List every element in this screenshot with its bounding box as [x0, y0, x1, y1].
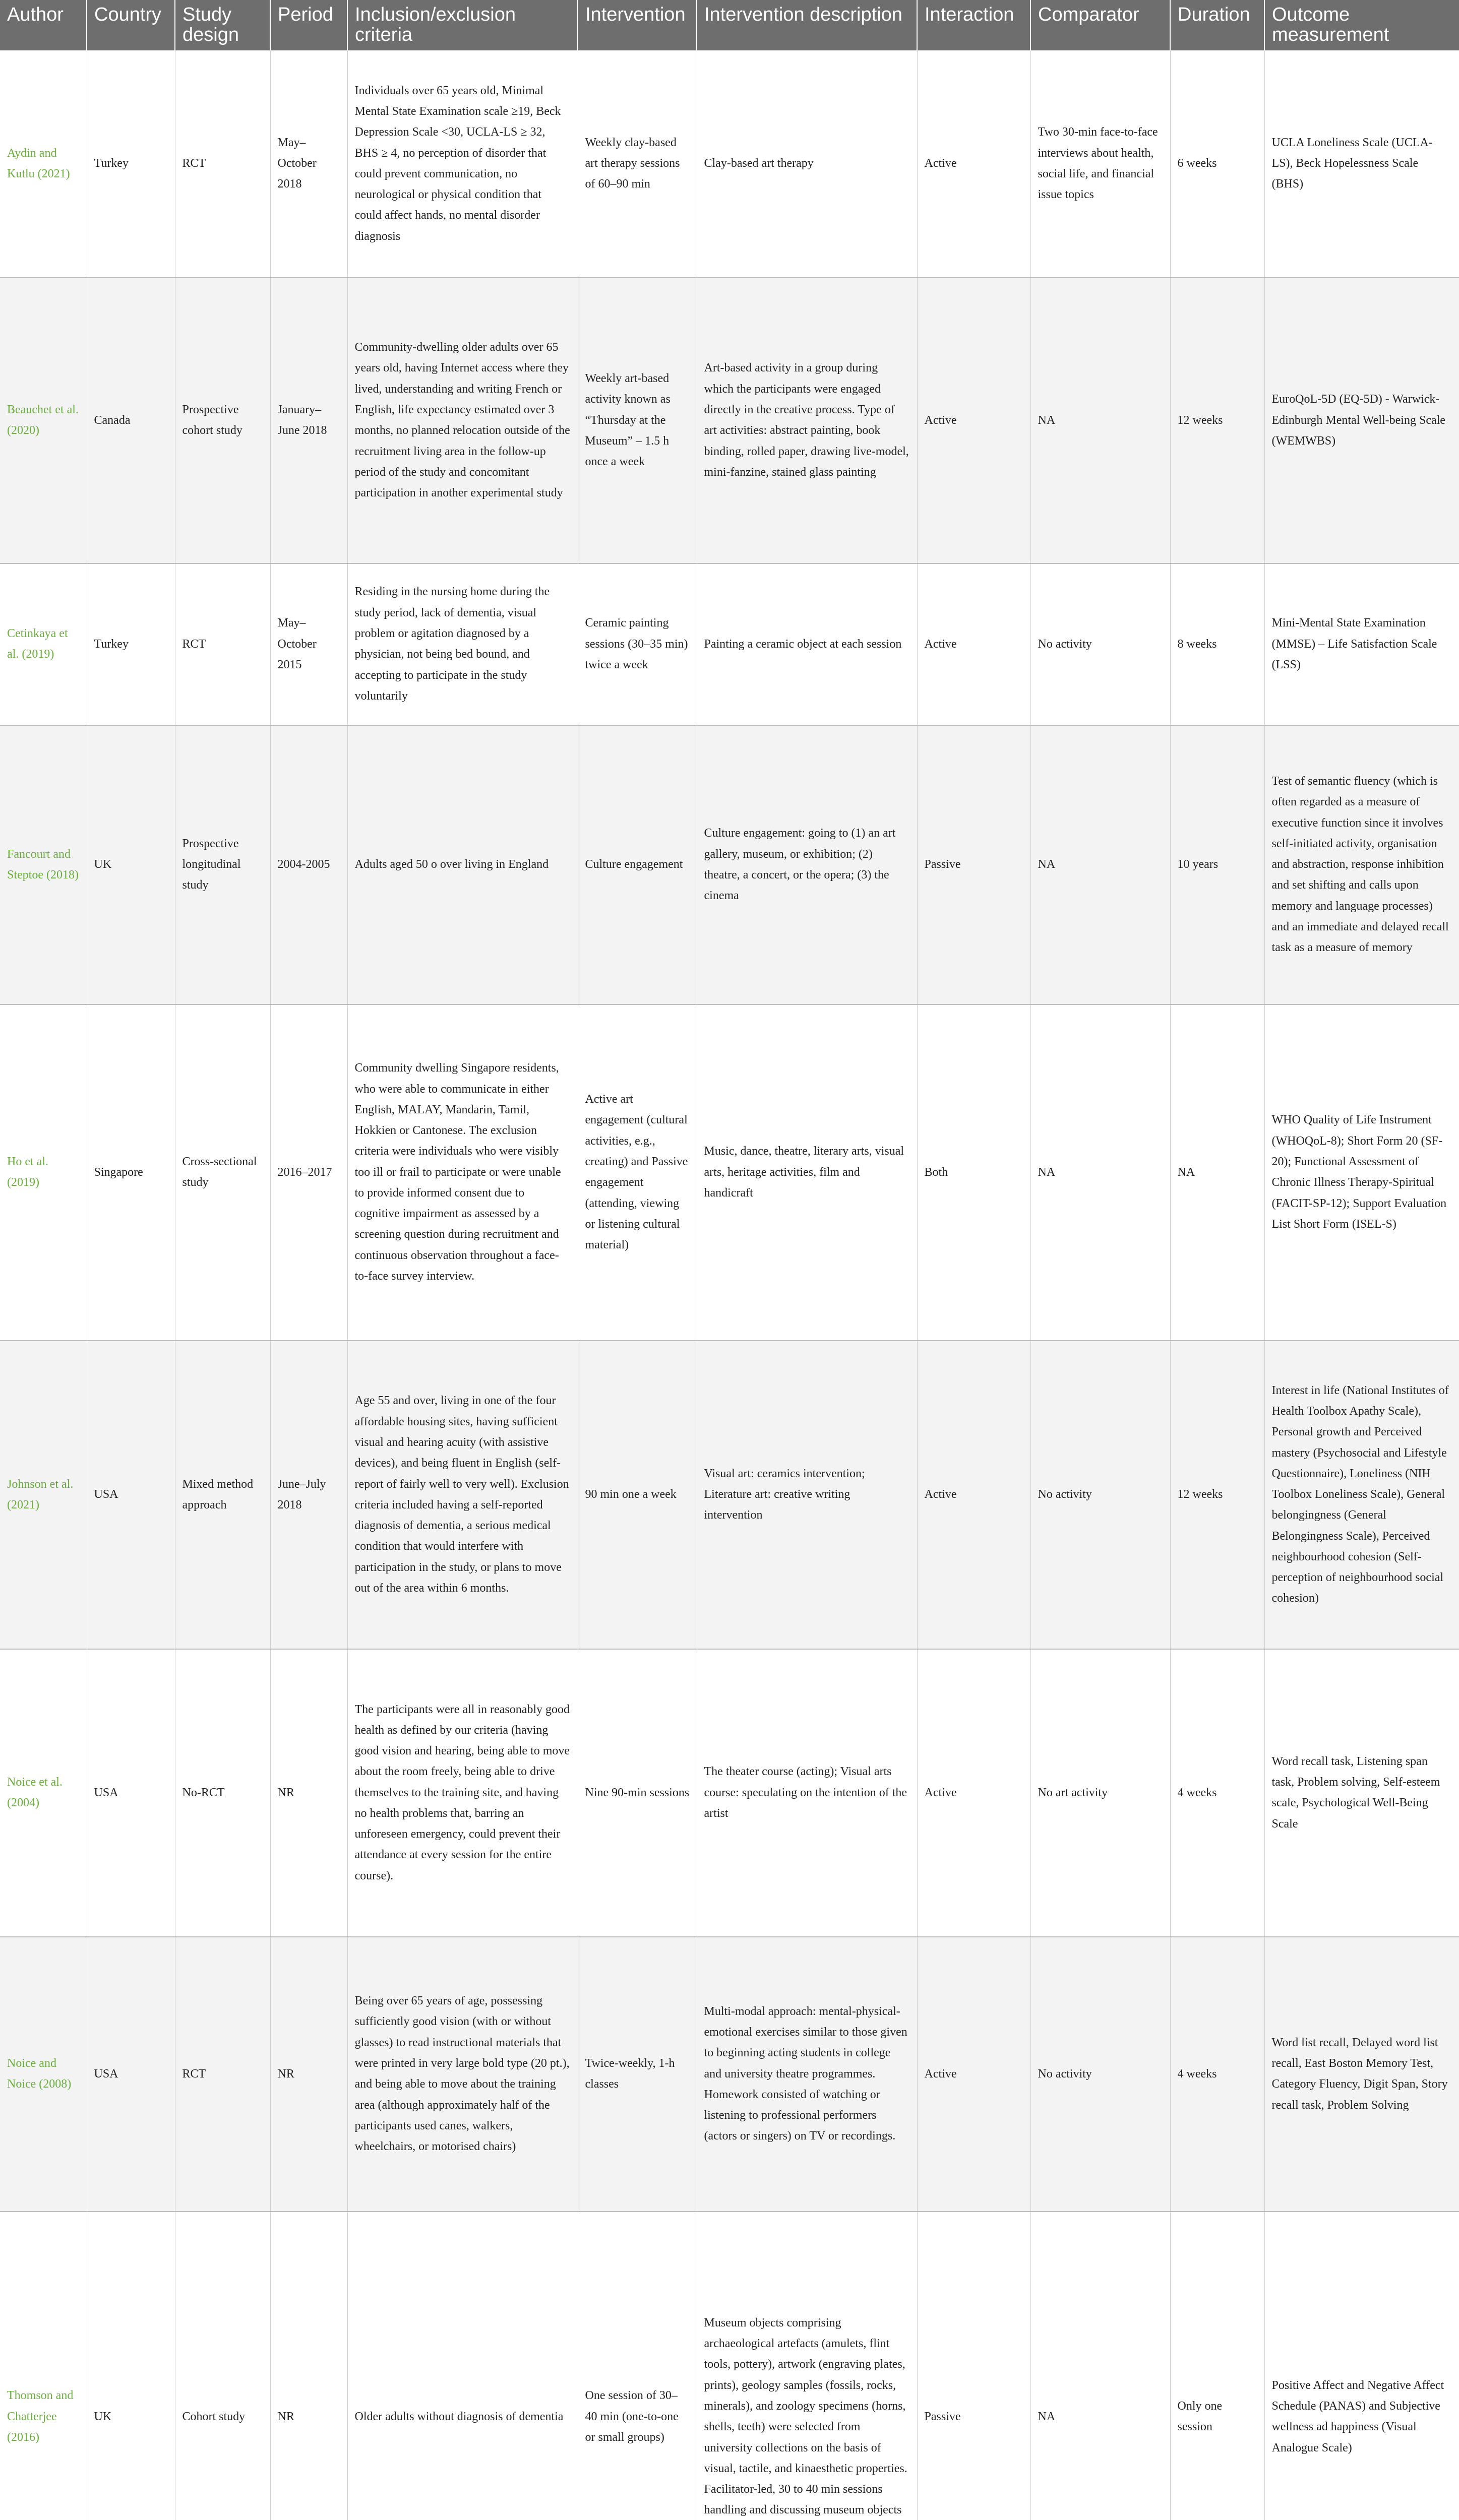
interaction-cell: Active [917, 278, 1030, 563]
study-design-cell: No-RCT [175, 1649, 270, 1937]
country-cell: USA [87, 1937, 175, 2212]
period-cell: May–October 2015 [270, 563, 347, 725]
intervention-cell: Culture engagement [578, 725, 697, 1004]
intervention-cell: 90 min one a week [578, 1341, 697, 1649]
comparator-cell: No activity [1030, 1341, 1170, 1649]
duration-cell: 12 weeks [1170, 1341, 1264, 1649]
period-cell: May–October 2018 [270, 50, 347, 278]
study-design-cell: RCT [175, 563, 270, 725]
author-link[interactable]: Cetinkaya et al. (2019) [0, 563, 87, 725]
table-row [0, 1937, 1459, 2212]
comparator-cell: NA [1030, 1004, 1170, 1341]
comparator-cell: NA [1030, 725, 1170, 1004]
intervention-description-cell: Visual art: ceramics intervention; Literature art: creative writing intervention [697, 1341, 917, 1649]
duration-cell: 4 weeks [1170, 1937, 1264, 2212]
intervention-cell: One session of 30–40 min (one-to-one or small groups) [578, 2212, 697, 2520]
country-cell: Singapore [87, 1004, 175, 1341]
country-cell: UK [87, 725, 175, 1004]
column-header-comparator: Comparator [1030, 0, 1170, 50]
intervention-description-cell: Art-based activity in a group during which the participants were engaged directly in the creative process. Type of art activities: abstract painting, book binding, rolled paper, drawing live-model, mini-fanzine, stained glass painting [697, 278, 917, 563]
column-header-interaction: Interaction [917, 0, 1030, 50]
column-header-criteria: Inclusion/exclusion criteria [347, 0, 578, 50]
intervention-description-cell: Painting a ceramic object at each session [697, 563, 917, 725]
criteria-cell: Residing in the nursing home during the study period, lack of dementia, visual problem or agitation diagnosed by a physician, not being bed bound, and accepting to participate in the study voluntarily [347, 563, 578, 725]
intervention-cell: Twice-weekly, 1-h classes [578, 1937, 697, 2212]
outcome-cell: UCLA Loneliness Scale (UCLA-LS), Beck Hopelessness Scale (BHS) [1264, 50, 1459, 278]
interaction-cell: Active [917, 1341, 1030, 1649]
period-cell: 2004-2005 [270, 725, 347, 1004]
duration-cell: 8 weeks [1170, 563, 1264, 725]
table-row [0, 1004, 1459, 1341]
author-link[interactable]: Thomson and Chatterjee (2016) [0, 2212, 87, 2520]
author-link[interactable]: Ho et al. (2019) [0, 1004, 87, 1341]
intervention-description-cell: Clay-based art therapy [697, 50, 917, 278]
period-cell: NR [270, 1649, 347, 1937]
country-cell: USA [87, 1649, 175, 1937]
outcome-cell: WHO Quality of Life Instrument (WHOQoL-8); Short Form 20 (SF-20); Functional Assessment of Chronic Illness Therapy-Spiritual (FACIT-SP-12); Support Evaluation List Short Form (ISEL-S) [1264, 1004, 1459, 1341]
duration-cell: Only one session [1170, 2212, 1264, 2520]
criteria-cell: Community-dwelling older adults over 65 years old, having Internet access where they lived, understanding and writing French or English, life expectancy estimated over 3 months, no planned relocation outside of the recruitment living area in the follow-up period of the study and concomitant participation in another experimental study [347, 278, 578, 563]
period-cell: 2016–2017 [270, 1004, 347, 1341]
country-cell: Canada [87, 278, 175, 563]
intervention-description-cell: The theater course (acting); Visual arts course: speculating on the intention of the artist [697, 1649, 917, 1937]
comparator-cell: No activity [1030, 563, 1170, 725]
column-header-duration: Duration [1170, 0, 1264, 50]
outcome-cell: Interest in life (National Institutes of Health Toolbox Apathy Scale), Personal growth and Perceived mastery (Psychosocial and Lifestyle Questionnaire), Loneliness (NIH Toolbox Loneliness Scale), General belongingness (General Belongingness Scale), Perceived neighbourhood cohesion (Self-perception of neighbourhood social cohesion) [1264, 1341, 1459, 1649]
criteria-cell: Adults aged 50 o over living in England [347, 725, 578, 1004]
outcome-cell: Word list recall, Delayed word list recall, East Boston Memory Test, Category Fluency, Digit Span, Story recall task, Problem Solving [1264, 1937, 1459, 2212]
study-design-cell: RCT [175, 50, 270, 278]
study-design-cell: Cross-sectional study [175, 1004, 270, 1341]
intervention-cell: Active art engagement (cultural activities, e.g., creating) and Passive engagement (attending, viewing or listening cultural material) [578, 1004, 697, 1341]
study-design-cell: RCT [175, 1937, 270, 2212]
criteria-cell: Individuals over 65 years old, Minimal Mental State Examination scale ≥19, Beck Depression Scale <30, UCLA-LS ≥ 32, BHS ≥ 4, no perception of disorder that could prevent communication, no neurological or physical condition that could affect hands, no mental disorder diagnosis [347, 50, 578, 278]
table-row [0, 1341, 1459, 1649]
author-link[interactable]: Aydin and Kutlu (2021) [0, 50, 87, 278]
duration-cell: 10 years [1170, 725, 1264, 1004]
comparator-cell: No activity [1030, 1937, 1170, 2212]
comparator-cell: NA [1030, 2212, 1170, 2520]
intervention-description-cell: Multi-modal approach: mental-physical-emotional exercises similar to those given to beginning acting students in college and university theatre programmes. Homework consisted of watching or listening to professional performers (actors or singers) on TV or recordings. [697, 1937, 917, 2212]
table-row [0, 50, 1459, 278]
interaction-cell: Active [917, 1649, 1030, 1937]
comparator-cell: Two 30-min face-to-face interviews about health, social life, and financial issue topics [1030, 50, 1170, 278]
column-header-author: Author [0, 0, 87, 50]
column-header-study-design: Study design [175, 0, 270, 50]
study-design-cell: Mixed method approach [175, 1341, 270, 1649]
interaction-cell: Active [917, 50, 1030, 278]
period-cell: January–June 2018 [270, 278, 347, 563]
country-cell: UK [87, 2212, 175, 2520]
country-cell: USA [87, 1341, 175, 1649]
period-cell: NR [270, 1937, 347, 2212]
outcome-cell: EuroQoL-5D (EQ-5D) - Warwick-Edinburgh Mental Well-being Scale (WEMWBS) [1264, 278, 1459, 563]
interaction-cell: Both [917, 1004, 1030, 1341]
criteria-cell: Being over 65 years of age, possessing sufficiently good vision (with or without glasses) to read instructional materials that were printed in very large bold type (20 pt.), and being able to move about the training area (although approximately half of the participants used canes, walkers, wheelchairs, or motorised chairs) [347, 1937, 578, 2212]
study-design-cell: Prospective longitudinal study [175, 725, 270, 1004]
author-link[interactable]: Noice and Noice (2008) [0, 1937, 87, 2212]
comparator-cell: No art activity [1030, 1649, 1170, 1937]
intervention-cell: Ceramic painting sessions (30–35 min) twice a week [578, 563, 697, 725]
table-row [0, 563, 1459, 725]
column-header-intervention: Intervention [578, 0, 697, 50]
outcome-cell: Mini-Mental State Examination (MMSE) – Life Satisfaction Scale (LSS) [1264, 563, 1459, 725]
column-header-intervention-description: Intervention description [697, 0, 917, 50]
author-link[interactable]: Fancourt and Steptoe (2018) [0, 725, 87, 1004]
intervention-description-cell: Museum objects comprising archaeological artefacts (amulets, flint tools, pottery), artwork (engraving plates, prints), geology samples (fossils, rocks, minerals), and zoology specimens (horns, shells, teeth) were selected from university collections on the basis of visual, tactile, and kinaesthetic properties. Facilitator-led, 30 to 40 min sessions handling and discussing museum objects [697, 2212, 917, 2520]
criteria-cell: Older adults without diagnosis of dementia [347, 2212, 578, 2520]
author-link[interactable]: Beauchet et al. (2020) [0, 278, 87, 563]
table-row [0, 2212, 1459, 2520]
country-cell: Turkey [87, 563, 175, 725]
criteria-cell: The participants were all in reasonably good health as defined by our criteria (having good vision and hearing, being able to move about the room freely, being able to drive themselves to the training site, and having no health problems that, barring an unforeseen emergency, could prevent their attendance at every session for the entire course). [347, 1649, 578, 1937]
outcome-cell: Positive Affect and Negative Affect Schedule (PANAS) and Subjective wellness ad happiness (Visual Analogue Scale) [1264, 2212, 1459, 2520]
period-cell: NR [270, 2212, 347, 2520]
outcome-cell: Test of semantic fluency (which is often regarded as a measure of executive function since it involves self-initiated activity, organisation and abstraction, response inhibition and set shifting and calls upon memory and language processes) and an immediate and delayed recall task as a measure of memory [1264, 725, 1459, 1004]
table-row [0, 278, 1459, 563]
criteria-cell: Community dwelling Singapore residents, who were able to communicate in either English, MALAY, Mandarin, Tamil, Hokkien or Cantonese. The exclusion criteria were individuals who were visibly too ill or frail to participate or were unable to provide informed consent due to cognitive impairment as assessed by a screening question during recruitment and continuous observation throughout a face-to-face survey interview. [347, 1004, 578, 1341]
interaction-cell: Active [917, 1937, 1030, 2212]
column-header-outcome: Outcome measurement [1264, 0, 1459, 50]
interaction-cell: Passive [917, 2212, 1030, 2520]
comparator-cell: NA [1030, 278, 1170, 563]
author-link[interactable]: Noice et al. (2004) [0, 1649, 87, 1937]
table-row [0, 1649, 1459, 1937]
intervention-description-cell: Music, dance, theatre, literary arts, visual arts, heritage activities, film and handicraft [697, 1004, 917, 1341]
study-design-cell: Prospective cohort study [175, 278, 270, 563]
author-link[interactable]: Johnson et al. (2021) [0, 1341, 87, 1649]
period-cell: June–July 2018 [270, 1341, 347, 1649]
duration-cell: NA [1170, 1004, 1264, 1341]
intervention-cell: Nine 90-min sessions [578, 1649, 697, 1937]
header-row [0, 0, 1459, 50]
duration-cell: 4 weeks [1170, 1649, 1264, 1937]
duration-cell: 6 weeks [1170, 50, 1264, 278]
interaction-cell: Active [917, 563, 1030, 725]
outcome-cell: Word recall task, Listening span task, Problem solving, Self-esteem scale, Psychological Well-Being Scale [1264, 1649, 1459, 1937]
study-design-cell: Cohort study [175, 2212, 270, 2520]
intervention-description-cell: Culture engagement: going to (1) an art gallery, museum, or exhibition; (2) theatre, a concert, or the opera; (3) the cinema [697, 725, 917, 1004]
intervention-cell: Weekly art-based activity known as “Thursday at the Museum” – 1.5 h once a week [578, 278, 697, 563]
column-header-period: Period [270, 0, 347, 50]
interaction-cell: Passive [917, 725, 1030, 1004]
country-cell: Turkey [87, 50, 175, 278]
duration-cell: 12 weeks [1170, 278, 1264, 563]
column-header-country: Country [87, 0, 175, 50]
intervention-cell: Weekly clay-based art therapy sessions of 60–90 min [578, 50, 697, 278]
table-row [0, 725, 1459, 1004]
criteria-cell: Age 55 and over, living in one of the four affordable housing sites, having sufficient visual and hearing acuity (with assistive devices), and being fluent in English (self-report of fairly well to very well). Exclusion criteria included having a self-reported diagnosis of dementia, a serious medical condition that would interfere with participation in the study, or plans to move out of the area within 6 months. [347, 1341, 578, 1649]
